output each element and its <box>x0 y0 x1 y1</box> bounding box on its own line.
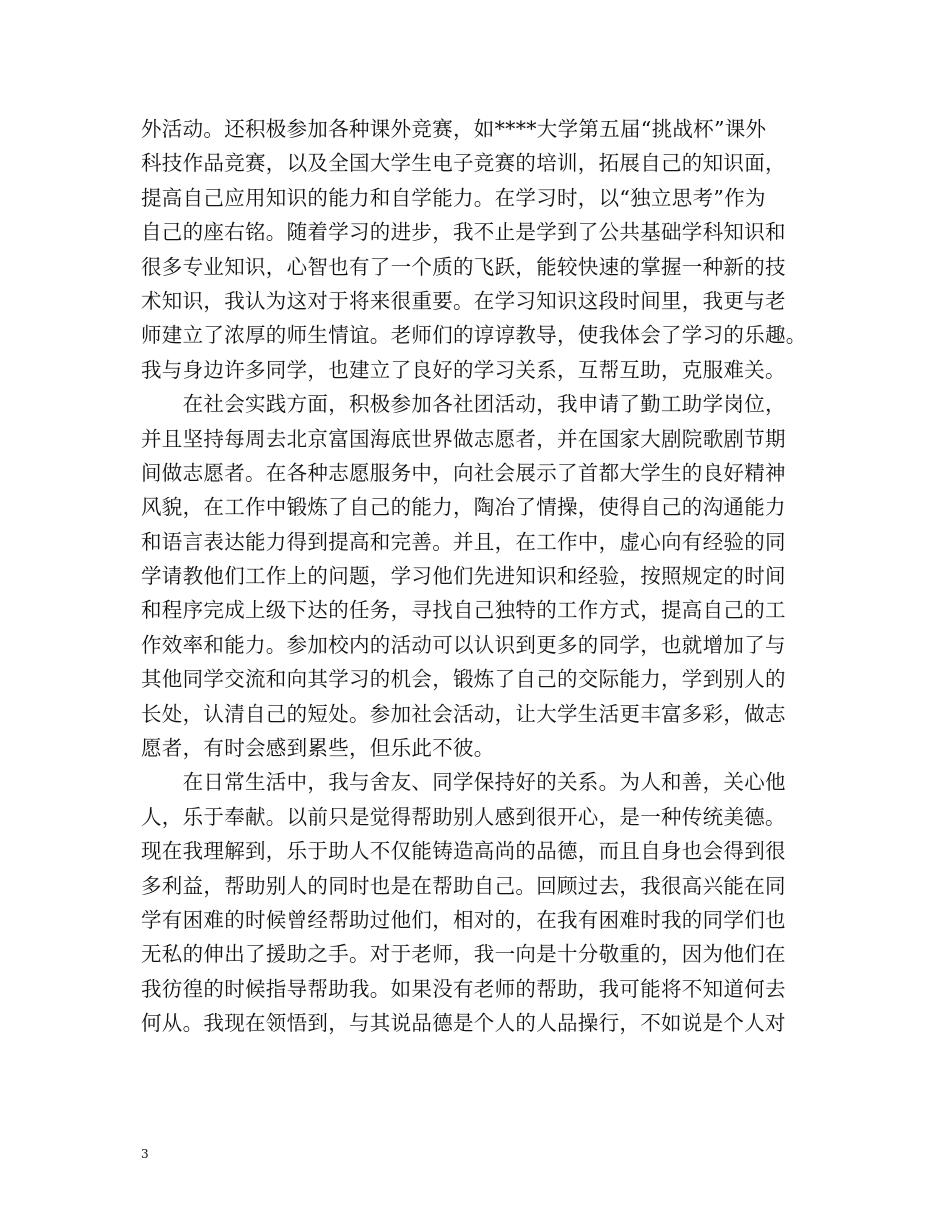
text-line: 无私的伸出了援助之手。对于老师，我一向是十分敬重的，因为他们在 <box>141 942 786 967</box>
body-text <box>141 112 821 1041</box>
text-line: 风貌，在工作中锻炼了自己的能力，陶冶了情操，使得自己的沟通能力 <box>141 495 786 520</box>
text-line: 何从。我现在领悟到，与其说品德是个人的人品操行，不如说是个人对 <box>141 1011 786 1036</box>
text-line: 提高自己应用知识的能力和自学能力。在学习时，以“独立思考”作为 <box>141 185 766 210</box>
text-line: 多利益，帮助别人的同时也是在帮助自己。回顾过去，我很高兴能在同 <box>141 873 786 898</box>
text-line: 外活动。还积极参加各种课外竞赛，如****大学第五届“挑战杯”课外 <box>141 117 767 141</box>
text-line: 自己的座右铭。随着学习的进步，我不止是学到了公共基础学科知识和 <box>141 220 786 245</box>
text-line: 学请教他们工作上的问题，学习他们先进知识和经验，按照规定的时间 <box>141 564 786 589</box>
page-number: 3 <box>141 1147 149 1161</box>
text-line: 很多专业知识，心智也有了一个质的飞跃，能较快速的掌握一种新的技 <box>141 254 786 279</box>
text-line: 作效率和能力。参加校内的活动可以认识到更多的同学，也就增加了与 <box>141 632 786 657</box>
text-line: 其他同学交流和向其学习的机会，锻炼了自己的交际能力，学到别人的 <box>141 667 786 692</box>
text-line: 和语言表达能力得到提高和完善。并且，在工作中，虚心向有经验的同 <box>141 529 786 554</box>
text-line: 我彷徨的时候指导帮助我。如果没有老师的帮助，我可能将不知道何去 <box>141 976 786 1001</box>
text-line: 现在我理解到，乐于助人不仅能铸造高尚的品德，而且自身也会得到很 <box>141 839 786 864</box>
text-line: 在社会实践方面，积极参加各社团活动，我申请了勤工助学岗位， <box>141 392 786 417</box>
text-line: 人，乐于奉献。以前只是觉得帮助别人感到很开心，是一种传统美德。 <box>141 804 786 829</box>
text-line: 师建立了浓厚的师生情谊。老师们的谆谆教导，使我体会了学习的乐趣。 <box>141 323 807 348</box>
text-line: 愿者，有时会感到累些，但乐此不彼。 <box>141 736 495 761</box>
text-line: 我与身边许多同学，也建立了良好的学习关系，互帮互助，克服难关。 <box>141 357 786 382</box>
text-line: 在日常生活中，我与舍友、同学保持好的关系。为人和善，关心他 <box>141 770 786 795</box>
text-line: 科技作品竞赛，以及全国大学生电子竞赛的培训，拓展自己的知识面， <box>141 151 786 176</box>
text-line: 术知识，我认为这对于将来很重要。在学习知识这段时间里，我更与老 <box>141 288 786 313</box>
text-line: 间做志愿者。在各种志愿服务中，向社会展示了首都大学生的良好精神 <box>141 460 786 485</box>
text-line: 和程序完成上级下达的任务，寻找自己独特的工作方式，提高自己的工 <box>141 598 786 623</box>
text-line: 学有困难的时候曾经帮助过他们，相对的，在我有困难时我的同学们也 <box>141 907 786 932</box>
text-line: 并且坚持每周去北京富国海底世界做志愿者，并在国家大剧院歌剧节期 <box>141 426 786 451</box>
text-line: 长处，认清自己的短处。参加社会活动，让大学生活更丰富多彩，做志 <box>141 701 786 726</box>
